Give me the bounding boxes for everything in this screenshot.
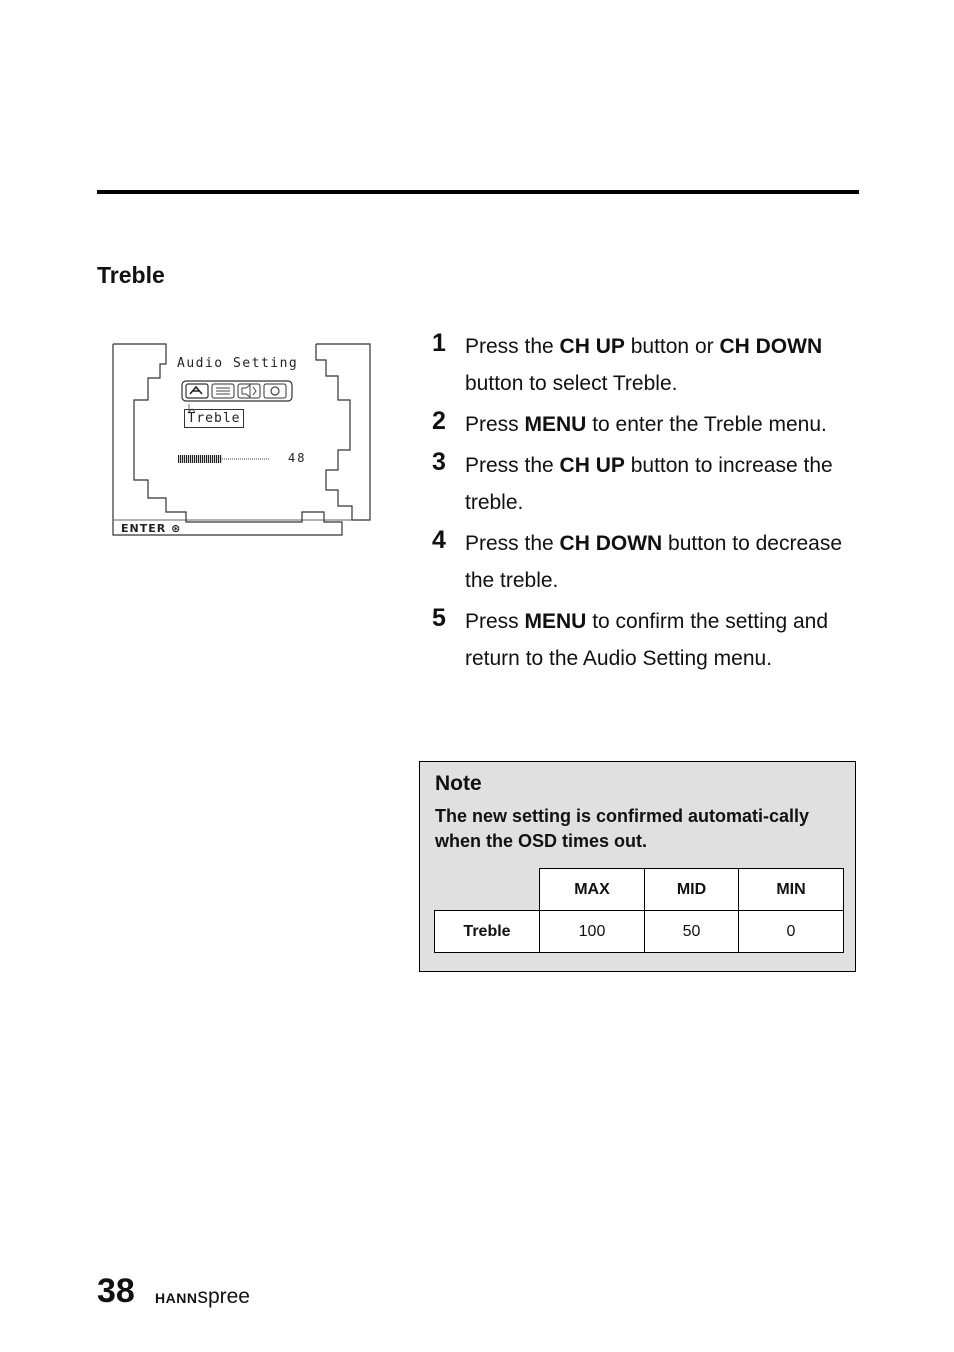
step-keyword: CH DOWN bbox=[559, 532, 663, 555]
treble-levels-table bbox=[434, 868, 844, 953]
note-title: Note bbox=[435, 772, 482, 795]
level-tick-filled bbox=[214, 455, 215, 463]
table-row-label: Treble bbox=[435, 911, 540, 953]
table-row bbox=[435, 911, 844, 953]
step-text: Press the bbox=[465, 454, 560, 477]
step-text: Press bbox=[465, 413, 525, 436]
brand-logo: HANNspree bbox=[155, 1285, 250, 1308]
step-3 bbox=[432, 447, 852, 521]
osd-selected-item: Treble bbox=[184, 409, 244, 428]
step-4 bbox=[432, 525, 852, 599]
level-tick-filled bbox=[220, 455, 221, 463]
osd-value: 48 bbox=[288, 451, 307, 465]
step-number: 1 bbox=[432, 329, 446, 357]
table-corner-cell bbox=[435, 869, 540, 911]
step-5 bbox=[432, 603, 852, 677]
osd-title: Audio Setting bbox=[177, 356, 299, 371]
step-number: 2 bbox=[432, 407, 446, 435]
step-text: button to decrease the treble. bbox=[465, 532, 842, 592]
step-number: 5 bbox=[432, 604, 446, 632]
step-number: 3 bbox=[432, 448, 446, 476]
level-tick-filled bbox=[178, 455, 179, 463]
level-tick-filled bbox=[204, 455, 205, 463]
table-header-row bbox=[435, 869, 844, 911]
table-cell-mid: 50 bbox=[645, 911, 739, 953]
step-text: Press bbox=[465, 610, 525, 633]
level-tick-filled bbox=[182, 455, 183, 463]
enter-icon: ⊛ bbox=[171, 522, 182, 535]
table-header-mid: MID bbox=[645, 869, 739, 911]
note-box bbox=[419, 761, 856, 972]
step-2 bbox=[432, 406, 852, 443]
table-cell-max: 100 bbox=[540, 911, 645, 953]
step-text: Press the bbox=[465, 532, 560, 555]
level-tick-filled bbox=[208, 455, 209, 463]
step-number: 4 bbox=[432, 526, 446, 554]
level-tick-filled bbox=[184, 455, 185, 463]
header-rule bbox=[97, 190, 859, 194]
page-number: 38 bbox=[97, 1272, 135, 1310]
level-tick-filled bbox=[194, 455, 195, 463]
osd-screenshot bbox=[112, 340, 374, 540]
step-text: button to increase the treble. bbox=[465, 454, 833, 514]
level-tick-filled bbox=[200, 455, 201, 463]
level-tick-filled bbox=[210, 455, 211, 463]
level-tick-filled bbox=[212, 455, 213, 463]
step-keyword: CH DOWN bbox=[719, 335, 823, 358]
level-tick-filled bbox=[190, 455, 191, 463]
level-tick-filled bbox=[186, 455, 187, 463]
level-tick-filled bbox=[218, 455, 219, 463]
level-tick-filled bbox=[180, 455, 181, 463]
step-text: button to select Treble. bbox=[465, 372, 678, 395]
instruction-steps bbox=[432, 328, 852, 681]
level-tick-filled bbox=[192, 455, 193, 463]
step-text: to confirm the setting and return to the Audio Setting menu. bbox=[465, 610, 828, 670]
step-text: button or bbox=[624, 335, 720, 358]
section-title: Treble bbox=[97, 262, 165, 288]
level-tick-filled bbox=[202, 455, 203, 463]
treble-level-bar bbox=[178, 455, 270, 463]
table-cell-min: 0 bbox=[739, 911, 844, 953]
level-tick-filled bbox=[206, 455, 207, 463]
level-tick-filled bbox=[198, 455, 199, 463]
table-header-max: MAX bbox=[540, 869, 645, 911]
settings-icon bbox=[264, 384, 286, 398]
step-keyword: CH UP bbox=[559, 335, 625, 358]
osd-enter-label: ENTER ⊛ bbox=[121, 522, 182, 535]
step-keyword: MENU bbox=[524, 413, 587, 436]
step-keyword: MENU bbox=[524, 610, 587, 633]
level-tick-filled bbox=[196, 455, 197, 463]
step-text: to enter the Treble menu. bbox=[586, 413, 827, 436]
step-text: Press the bbox=[465, 335, 560, 358]
note-text: The new setting is confirmed automati-cally when the OSD times out. bbox=[435, 806, 810, 851]
level-tick-filled bbox=[188, 455, 189, 463]
step-1 bbox=[432, 328, 852, 402]
table-header-min: MIN bbox=[739, 869, 844, 911]
step-keyword: CH UP bbox=[559, 454, 625, 477]
level-tick-filled bbox=[216, 455, 217, 463]
